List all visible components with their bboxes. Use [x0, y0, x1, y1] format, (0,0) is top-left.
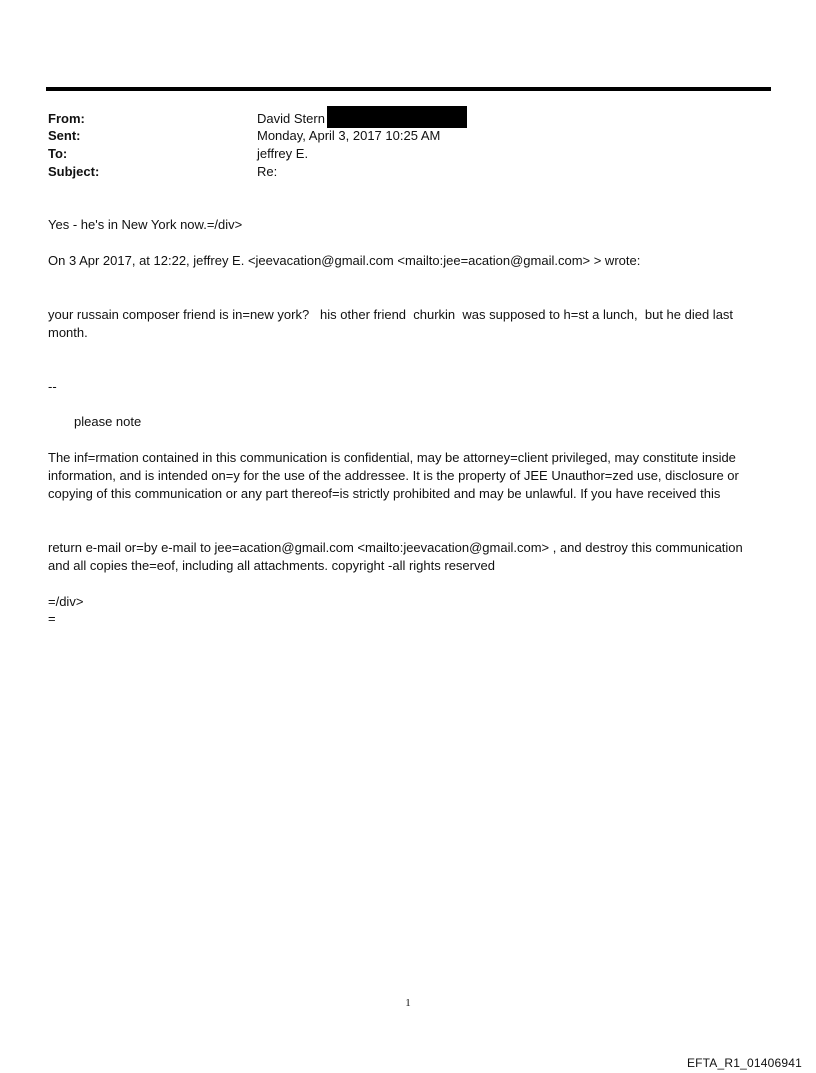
- from-name: David Stern: [257, 111, 325, 126]
- signature-separator: --: [48, 379, 57, 394]
- subject-value: Re:: [257, 164, 278, 179]
- sent-value: Monday, April 3, 2017 10:25 AM: [257, 128, 441, 143]
- tail-line-1: =/div>: [48, 594, 84, 609]
- header-rule: [46, 87, 771, 91]
- document-id: EFTA_R1_01406941: [686, 1056, 802, 1070]
- quote-intro: On 3 Apr 2017, at 12:22, jeffrey E. <jeevacation@gmail.com <mailto:jee=acation@gmail.com> > wrote:: [48, 253, 641, 268]
- to-label: To:: [48, 146, 68, 161]
- page-number: 1: [405, 997, 411, 1009]
- reply-line: Yes - he's in New York now.=/div>: [48, 217, 243, 232]
- to-value: jeffrey E.: [257, 146, 309, 161]
- subject-label: Subject:: [48, 164, 100, 179]
- disclaimer-paragraph-2: return e-mail or=by e-mail to jee=acation@gmail.com <mailto:jeevacation@gmail.com> , and destroy this communication and all copies the=eof, including all attachments. copyright -all rights reserved: [48, 540, 747, 573]
- tail-line-2: =: [48, 611, 56, 626]
- redaction-box: [327, 106, 467, 128]
- quoted-message: your russain composer friend is in=new york? his other friend churkin was supposed to h=st a lunch, but he died last month.: [48, 307, 737, 340]
- please-note: please note: [74, 414, 142, 429]
- from-label: From:: [48, 111, 85, 126]
- disclaimer-paragraph-1: The inf=rmation contained in this communication is confidential, may be attorney=client privileged, may constitute inside information, and is intended on=y for the use of the addressee. It is the property of JEE Unauthor=zed use, disclosure or copying of this communication or any part thereof=is strictly prohibited and may be unlawful. If you have received this: [48, 450, 743, 501]
- sent-label: Sent:: [48, 128, 81, 143]
